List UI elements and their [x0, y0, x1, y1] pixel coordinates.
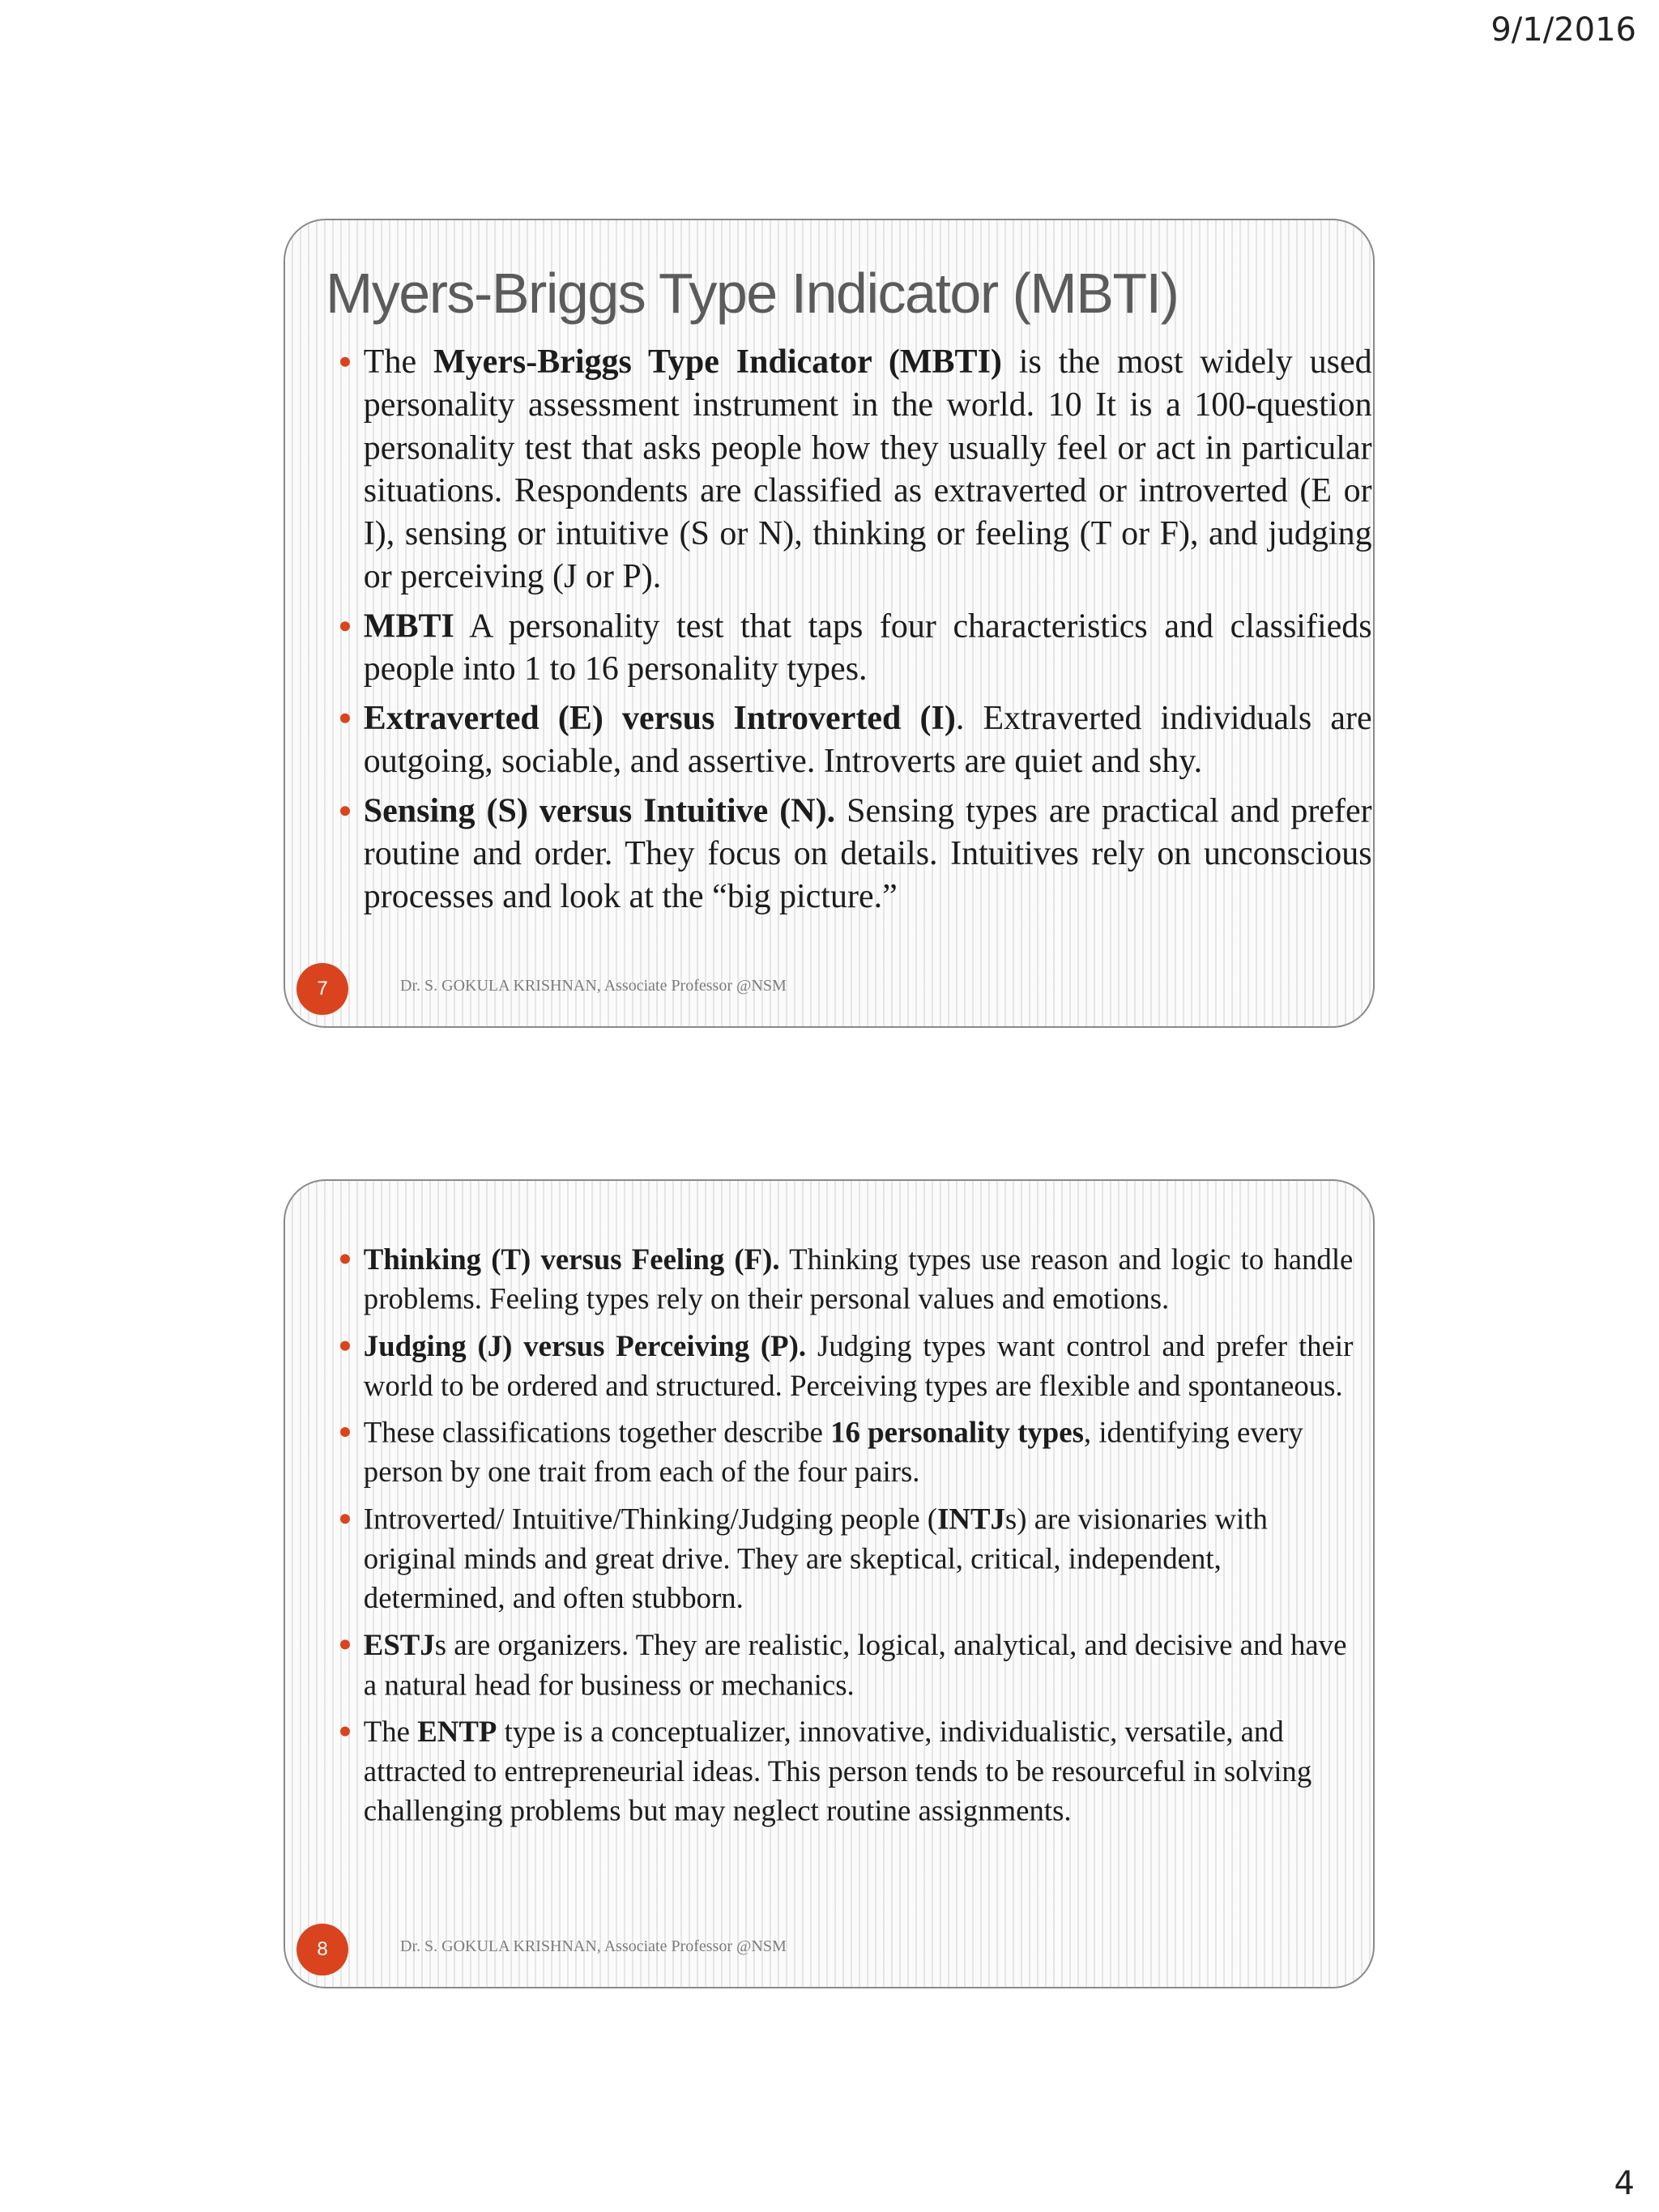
slide-8: [284, 1179, 1375, 1988]
bullet-list: [340, 1239, 1353, 1838]
bullet-item: Introverted/ Intuitive/Thinking/Judging people (INTJs) are visionaries with original minds and great drive. They are skeptical, critical, independent, determined, and often stubborn.: [340, 1498, 1353, 1617]
bullet-item: The ENTP type is a conceptualizer, innovative, individualistic, versatile, and attracted to entrepreneurial ideas. This person tends to be resourceful in solving challenging problems but may neglect routine assignments.: [340, 1711, 1353, 1831]
slide-footer: Dr. S. GOKULA KRISHNAN, Associate Professor @NSM: [400, 1937, 787, 1955]
slide-7: [284, 219, 1375, 1028]
page-date: 9/1/2016: [1491, 11, 1636, 49]
bullet-item: MBTI A personality test that taps four characteristics and classifieds people into 1 to 16 personality types.: [340, 604, 1372, 690]
page-number: 4: [1614, 2165, 1635, 2202]
bullet-item: Thinking (T) versus Feeling (F). Thinking types use reason and logic to handle problems. Feeling types rely on their personal values and emotions.: [340, 1239, 1353, 1319]
slide-number-badge: 8: [296, 1924, 348, 1975]
bullet-item: These classifications together describe 16 personality types, identifying every person by one trait from each of the four pairs.: [340, 1413, 1353, 1492]
bullet-item: Sensing (S) versus Intuitive (N). Sensing types are practical and prefer routine and order. They focus on details. Intuitives rely on unconscious processes and look at the “big picture.”: [340, 789, 1372, 918]
bullet-item: ESTJs are organizers. They are realistic, logical, analytical, and decisive and have a natural head for business or mechanics.: [340, 1625, 1353, 1704]
slide-number-badge: 7: [296, 963, 348, 1015]
bullet-item: The Myers-Briggs Type Indicator (MBTI) is the most widely used personality assessment instrument in the world. 10 It is a 100-question personality test that asks people how they usually feel or act in particular situations. Respondents are classified as extraverted or introverted (E or I), sensing or intuitive (S or N), thinking or feeling (T or F), and judging or perceiving (J or P).: [340, 340, 1372, 598]
bullet-item: Extraverted (E) versus Introverted (I). Extraverted individuals are outgoing, sociable, and assertive. Introverts are quiet and shy.: [340, 697, 1372, 782]
slide-title: Myers-Briggs Type Indicator (MBTI): [326, 262, 1179, 325]
slide-footer: Dr. S. GOKULA KRISHNAN, Associate Professor @NSM: [400, 977, 787, 995]
bullet-item: Judging (J) versus Perceiving (P). Judging types want control and prefer their world to be ordered and structured. Perceiving types are flexible and spontaneous.: [340, 1326, 1353, 1405]
bullet-list: [340, 340, 1372, 924]
